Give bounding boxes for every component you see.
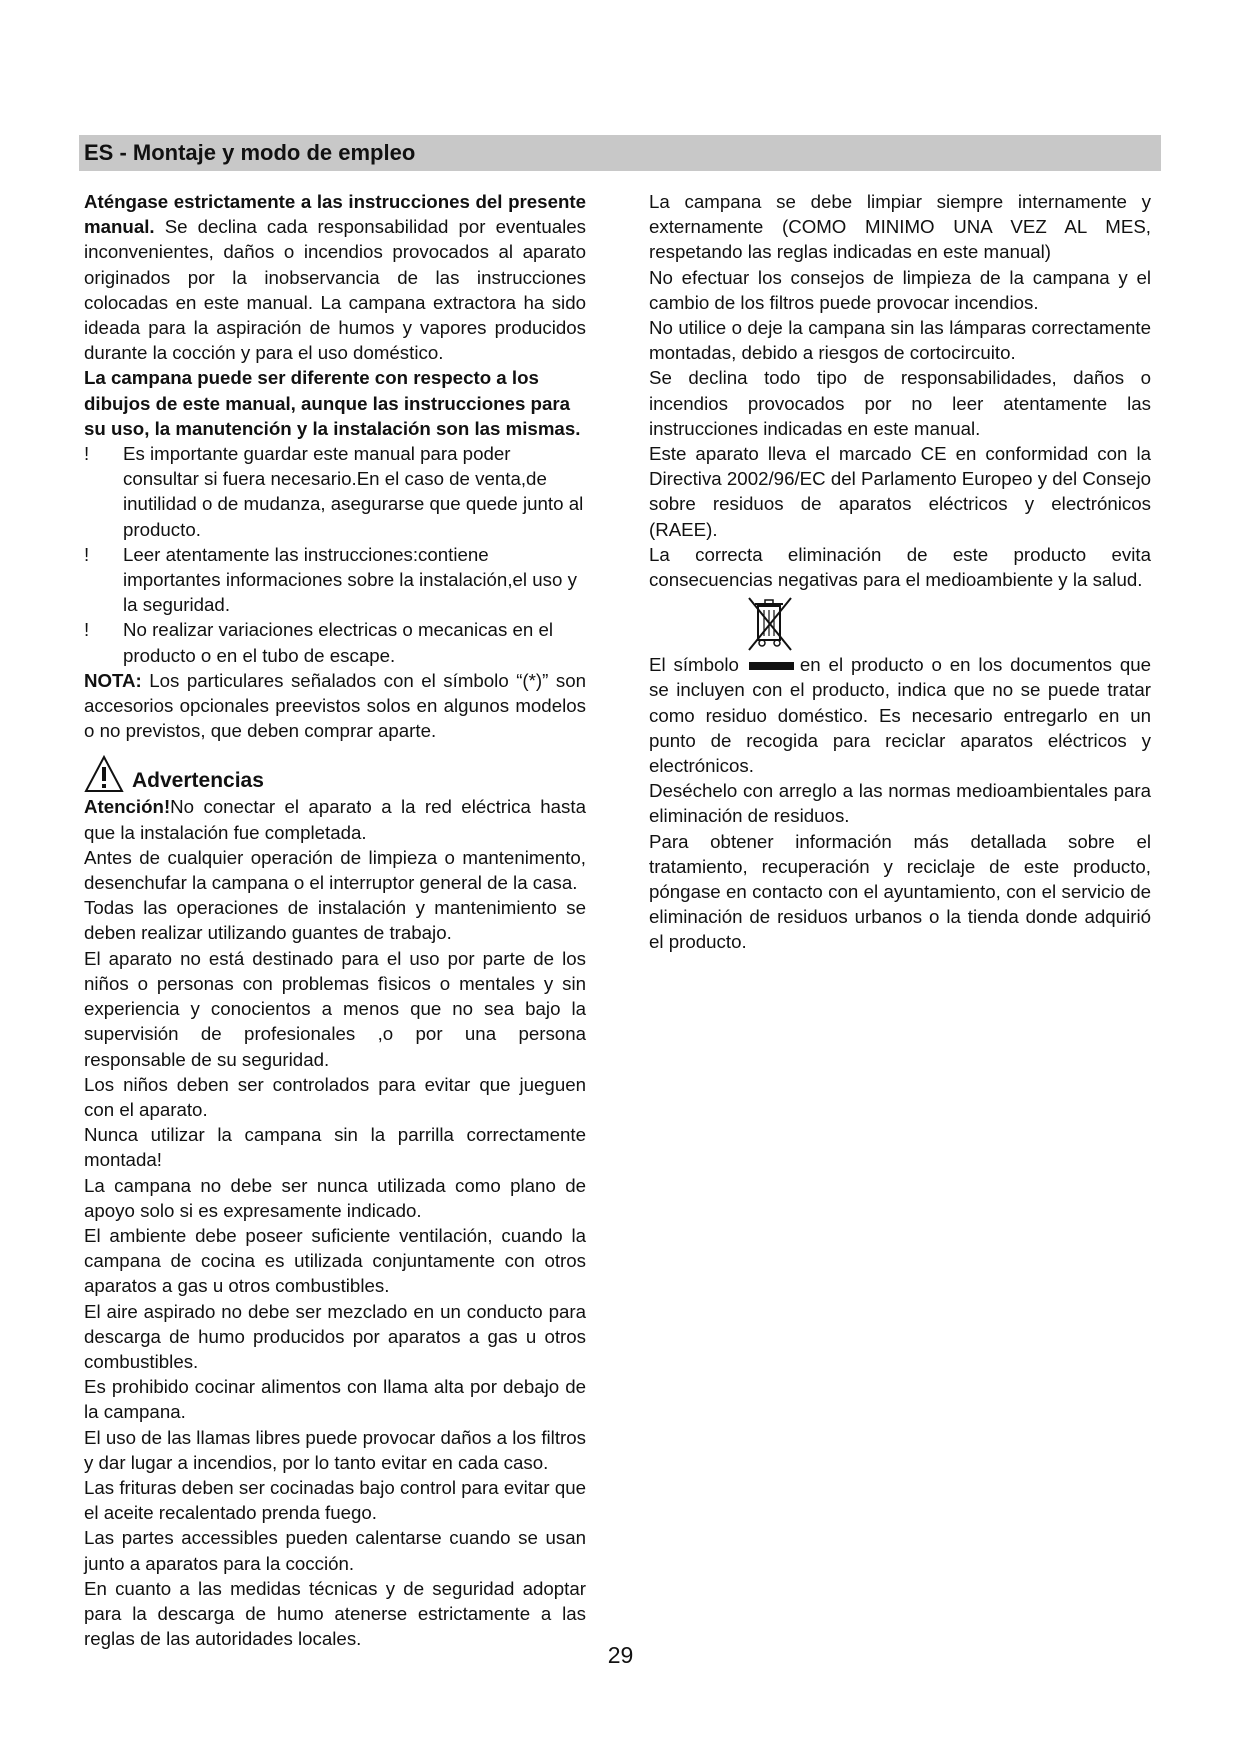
nota-label: NOTA: [84, 669, 142, 691]
liability-paragraph: Se declina todo tipo de responsabilidades, daños o incendios provocados por no leer atentamente las instrucciones indicadas en este manual. [649, 367, 1151, 439]
symbol-paragraph [649, 652, 1151, 778]
bullet-item [84, 542, 586, 618]
exclamation-icon: ! [84, 443, 90, 465]
right-column [649, 189, 1151, 955]
atencion-label: Atención! [84, 796, 171, 818]
bullet-text: No realizar variaciones electricas o mecanicas en el producto o en el tubo de escape. [123, 619, 554, 666]
black-bar-icon [749, 662, 794, 670]
exclamation-icon: ! [84, 619, 90, 641]
crossed-bin-icon [741, 592, 797, 652]
disposal-paragraph: La correcta eliminación de este producto evita consecuencias negativas para el medioambiente y la salud. [649, 543, 1151, 591]
warning-triangle-icon [84, 755, 124, 793]
intro-bold: Aténgase estrictamente a las instrucciones del presente manual. [84, 191, 586, 238]
bullet-item [84, 617, 586, 667]
exclamation-icon: ! [84, 543, 90, 565]
warning-paragraph: El ambiente debe poseer suficiente ventilación, cuando la campana de cocina es utilizada conjuntamente con otros aparatos a gas u otros combustibles. [84, 1224, 586, 1297]
info-paragraph: Para obtener información más detallada sobre el tratamiento, recuperación y reciclaje de este producto, póngase en contacto con el ayuntamiento, con el servicio de eliminación de residuos urbanos o la tienda donde adquirió el producto. [649, 830, 1151, 953]
warning-paragraph: Nunca utilizar la campana sin la parrilla correctamente montada! [84, 1124, 586, 1171]
warning-paragraph: El uso de las llamas libres puede provocar daños a los filtros y dar lugar a incendios, por lo tanto evitar en cada caso. [84, 1426, 586, 1473]
weee-symbol-area [649, 592, 1151, 652]
filters-paragraph: No efectuar los consejos de limpieza de la campana y el cambio de los filtros puede provocar incendios. [649, 266, 1151, 313]
section-title: ES - Montaje y modo de empleo [84, 140, 416, 165]
warning-paragraph: Las frituras deben ser cocinadas bajo control para evitar que el aceite recalentado prenda fuego. [84, 1476, 586, 1524]
cleaning-paragraph: La campana se debe limpiar siempre internamente y externamente (COMO MINIMO UNA VEZ AL MES, respetando las reglas indicadas en este manual) [649, 191, 1151, 263]
ce-paragraph: Este aparato lleva el marcado CE en conformidad con la Directiva 2002/96/EC del Parlamento Europeo y del Consejo sobre residuos de aparatos eléctricos y electrónicos (RAEE). [649, 443, 1151, 540]
drawing-note: La campana puede ser diferente con respecto a los dibujos de este manual, aunque las instrucciones para su uso, la manutención y la instalación son las mismas. [84, 367, 581, 439]
warning-paragraph: Es prohibido cocinar alimentos con llama alta por debajo de la campana. [84, 1376, 586, 1423]
warning-paragraph: Las partes accessibles pueden calentarse cuando se usan junto a aparatos para la cocción. [84, 1527, 586, 1574]
intro-text: Se declina cada responsabilidad por eventuales inconvenientes, daños o incendios provocados al aparato originados por la inobservancia de las instrucciones colocadas en este manual. La campana extractora ha sido ideada para la aspiración de humos y vapores producidos durante la cocción y para el uso doméstico. [84, 216, 586, 364]
warning-paragraph: Los niños deben ser controlados para evitar que jueguen con el aparato. [84, 1073, 586, 1120]
lamps-paragraph: No utilice o deje la campana sin las lámparas correctamente montadas, debido a riesgos de cortocircuito. [649, 317, 1151, 364]
left-column [84, 189, 586, 1651]
intro-paragraph [84, 189, 586, 365]
bullet-text: Leer atentamente las instrucciones:contiene importantes informaciones sobre la instalación,el uso y la seguridad. [123, 543, 577, 616]
warning-paragraph: En cuanto a las medidas técnicas y de seguridad adoptar para la descarga de humo atenerse estrictamente a las reglas de las autoridades locales. [84, 1577, 586, 1650]
warning-paragraph: Todas las operaciones de instalación y mantenimiento se deben realizar utilizando guantes de trabajo. [84, 897, 586, 944]
warnings-heading [84, 753, 586, 793]
nota-paragraph [84, 668, 586, 744]
atencion-text: No conectar el aparato a la red eléctrica hasta que la instalación fue completada. [84, 796, 586, 843]
warning-paragraph: El aparato no está destinado para el uso por parte de los niños o personas con problemas fìsicos o mentales y sin experiencia y conocientos a menos que no sea bajo la supervisión de profesionales ,o por una persona responsable de su seguridad. [84, 947, 586, 1070]
warning-paragraph: Antes de cualquier operación de limpieza o mantenimento, desenchufar la campana o el interruptor general de la casa. [84, 846, 586, 894]
environment-paragraph: Deséchelo con arreglo a las normas medioambientales para eliminación de residuos. [649, 780, 1151, 827]
warnings-title: Advertencias [132, 769, 264, 793]
symbol-after: en el producto o en los documentos que se incluyen con el producto, indica que no se puede tratar como residuo doméstico. Es necesario entregarlo en un punto de recogida para reciclar aparatos eléctricos y electrónicos. [649, 654, 1151, 777]
warning-paragraph: El aire aspirado no debe ser mezclado en un conducto para descarga de humo producidos por aparatos a gas u otros combustibles. [84, 1300, 586, 1372]
atencion-paragraph [84, 794, 586, 844]
bullet-text: Es importante guardar este manual para poder consultar si fuera necesario.En el caso de venta,de inutilidad o de mudanza, asegurarse que quede junto al producto. [123, 443, 584, 540]
warning-paragraph: La campana no debe ser nunca utilizada como plano de apoyo solo si es expresamente indicado. [84, 1174, 586, 1221]
symbol-before: El símbolo [649, 654, 739, 676]
bullet-item [84, 441, 586, 542]
page-number: 29 [607, 1642, 634, 1668]
section-header [79, 135, 1161, 171]
nota-text: Los particulares señalados con el símbolo “(*)” son accesorios opcionales preevistos solos en algunos modelos o no previstos, que deben comprar aparte. [84, 669, 586, 742]
